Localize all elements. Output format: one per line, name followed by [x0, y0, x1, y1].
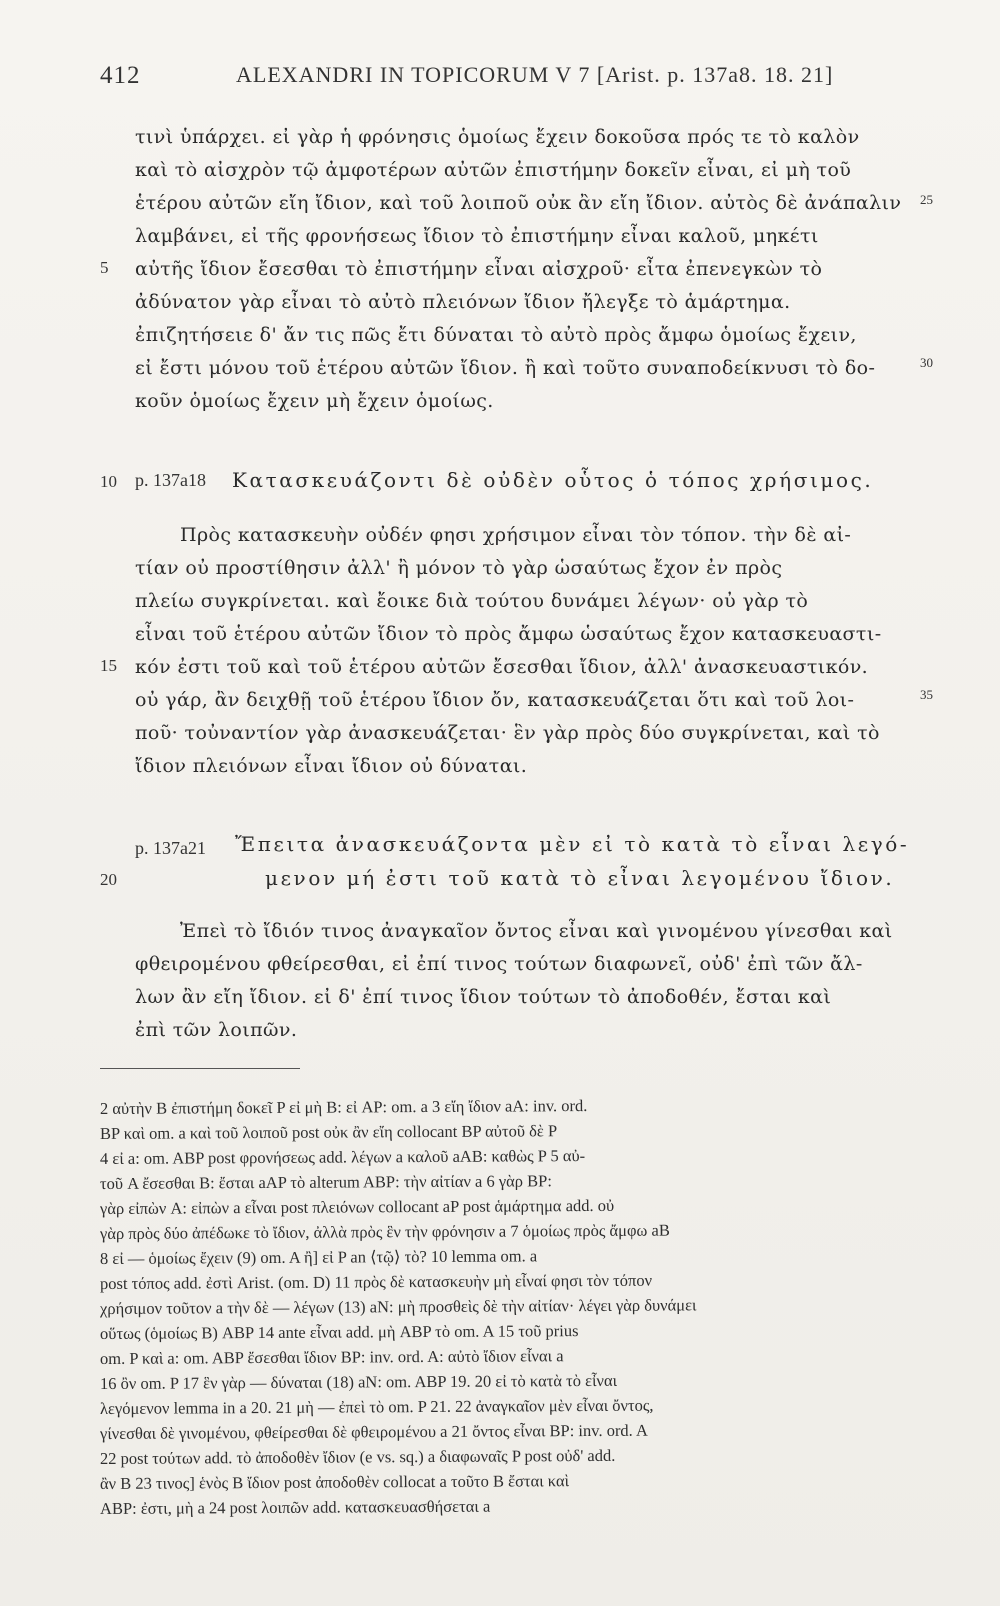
running-title: ALEXANDRI IN TOPICORUM V 7 [Arist. p. 137a8. 18. 21]	[236, 62, 834, 87]
line-number: 5	[100, 258, 109, 277]
lemma-text: μενον μή ἐστι τοῦ κατὰ τὸ εἶναι λεγομένου ἴδιον.	[265, 866, 895, 890]
apparatus-line: γὰρ εἰπὼν A: εἰπὼν a εἶναι post πλειόνων collocant aP post ἁμάρτημα add. οὐ	[99, 1195, 615, 1218]
apparatus-line: om. P καὶ a: om. ABP ἔσεσθαι ἴδιον BP: inv. ord. A: αὐτὸ ἴδιον εἶναι a	[99, 1346, 564, 1368]
apparatus-line: 8 εἰ — ὁμοίως ἔχειν (9) om. A ἢ] εἰ P an ⟨τῷ⟩ τὸ? 10 lemma om. a	[99, 1246, 538, 1268]
text-line: ἑτέρου αὐτῶν εἴη ἴδιον, καὶ τοῦ λοιποῦ οὐκ ἂν εἴη ἴδιον. αὐτὸς δὲ ἀνάπαλιν	[135, 192, 902, 214]
text-line: καὶ τὸ αἰσχρὸν τῷ ἀμφοτέρων αὐτῶν ἐπιστήμην δοκεῖν εἶναι, εἰ μὴ τοῦ	[135, 159, 852, 181]
text-line: ἴδιον πλειόνων εἶναι ἴδιον οὐ δύναται.	[135, 755, 528, 777]
apparatus-line: χρήσιμον τοῦτον a τὴν δὲ — λέγων (13) aN: μὴ προσθεὶς δὲ τὴν αἰτίαν· λέγει γὰρ δυνάμει	[99, 1295, 697, 1318]
line-number: 15	[100, 656, 117, 675]
text-line: εἰ ἔστι μόνου τοῦ ἑτέρου αὐτῶν ἴδιον. ἢ καὶ τοῦτο συναποδείκνυσι τὸ δο-	[135, 357, 876, 379]
text-line: λων ἂν εἴη ἴδιον. εἰ δ' ἐπί τινος ἴδιον τούτων τὸ ἀποδοθέν, ἔσται καὶ	[135, 986, 832, 1008]
text-line: κοῦν ὁμοίως ἔχειν μὴ ἔχειν ὁμοίως.	[135, 390, 494, 412]
lemma-text: Κατασκευάζοντι δὲ οὐδὲν οὗτος ὁ τόπος χρήσιμος.	[232, 468, 874, 492]
footnote-separator	[100, 1068, 300, 1069]
text-line: ἐπιζητήσειε δ' ἄν τις πῶς ἔτι δύναται τὸ αὐτὸ πρὸς ἄμφω ὁμοίως ἔχειν,	[135, 324, 857, 346]
text-line: φθειρομένου φθείρεσθαι, εἰ ἐπί τινος τούτων διαφωνεῖ, οὐδ' ἐπὶ τῶν ἄλ-	[135, 953, 863, 975]
apparatus-line: λεγόμενον lemma in a 20. 21 μὴ — ἐπεὶ τὸ om. P 21. 22 ἀναγκαῖον μὲν εἶναι ὄντος,	[99, 1395, 654, 1418]
apparatus-line: BP καὶ om. a καὶ τοῦ λοιποῦ post οὐκ ἂν εἴη collocant BP αὐτοῦ δὲ P	[99, 1121, 558, 1143]
lemma-reference: p. 137a21	[135, 838, 206, 858]
page-number: 412	[100, 62, 141, 89]
text-line: τινὶ ὑπάρχει. εἰ γὰρ ἡ φρόνησις ὁμοίως ἔχειν δοκοῦσα πρός τε τὸ καλὸν	[135, 126, 860, 148]
right-line-number: 25	[920, 192, 933, 207]
line-number: 10	[100, 472, 117, 491]
apparatus-line: ABP: ἐστι, μὴ a 24 post λοιπῶν add. κατασκευασθήσεται a	[99, 1496, 491, 1518]
text-line: ἐπὶ τῶν λοιπῶν.	[135, 1019, 298, 1041]
right-line-number: 35	[920, 687, 933, 702]
text-line: Πρὸς κατασκευὴν οὐδέν φησι χρήσιμον εἶναι τὸν τόπον. τὴν δὲ αἰ-	[180, 524, 852, 546]
text-line: Ἐπεὶ τὸ ἴδιόν τινος ἀναγκαῖον ὄντος εἶναι καὶ γινομένου γίνεσθαι καὶ	[180, 920, 893, 942]
line-number: 20	[100, 870, 117, 889]
right-line-number: 30	[920, 355, 933, 370]
text-line: ποῦ· τοὐναντίον γὰρ ἀνασκευάζεται· ἓν γὰρ πρὸς δύο συγκρίνεται, καὶ τὸ	[135, 722, 880, 744]
text-line: οὐ γάρ, ἂν δειχθῇ τοῦ ἑτέρου ἴδιον ὄν, κατασκευάζεται ὅτι καὶ τοῦ λοι-	[135, 689, 855, 711]
apparatus-line: 16 ὂν om. P 17 ἓν γὰρ — δύναται (18) aN: om. ABP 19. 20 εἰ τὸ κατὰ τὸ εἶναι	[99, 1370, 618, 1393]
text-line: εἶναι τοῦ ἑτέρου αὐτῶν ἴδιον τὸ πρὸς ἄμφω ὡσαύτως ἔχον κατασκευαστι-	[135, 623, 882, 645]
apparatus-line: ἂν B 23 τινος] ἑνὸς B ἴδιον post ἀποδοθὲν collocat a τοῦτο B ἔσται καὶ	[99, 1471, 570, 1493]
apparatus-line: γίνεσθαι δὲ γινομένου, φθείρεσθαι δὲ φθειρομένου a 21 ὄντος εἶναι BP: inv. ord. A	[99, 1420, 648, 1443]
text-line: αὐτῆς ἴδιον ἔσεσθαι τὸ ἐπιστήμην εἶναι αἰσχροῦ· εἶτα ἐπενεγκὼν τὸ	[135, 258, 823, 280]
apparatus-line: 22 post τούτων add. τὸ ἀποδοθὲν ἴδιον (e vs. sq.) a διαφωναῖς P post οὐδ' add.	[99, 1445, 616, 1468]
apparatus-line: τοῦ A ἔσεσθαι B: ἔσται aAP τὸ alterum ABP: τὴν αἰτίαν a 6 γὰρ BP:	[99, 1171, 552, 1193]
lemma-text: Ἔπειτα ἀνασκευάζοντα μὲν εἰ τὸ κατὰ τὸ εἶναι λεγό-	[235, 832, 910, 856]
apparatus-line: post τόπος add. ἐστὶ Arist. (om. D) 11 πρὸς δὲ κατασκευὴν μὴ εἶναί φησι τὸν τόπον	[99, 1270, 653, 1293]
text-line: λαμβάνει, εἰ τῆς φρονήσεως ἴδιον τὸ ἐπιστήμην εἶναι καλοῦ, μηκέτι	[135, 225, 819, 247]
apparatus-line: 2 αὐτὴν B ἐπιστήμη δοκεῖ P εἰ μὴ B: εἰ AP: om. a 3 εἴη ἴδιον aA: inv. ord.	[99, 1096, 588, 1118]
lemma-reference: p. 137a18	[135, 470, 206, 490]
text-line: τίαν οὐ προστίθησιν ἀλλ' ἢ μόνον τὸ γὰρ ὡσαύτως ἔχον ἐν πρὸς	[135, 557, 783, 579]
text-line: πλείω συγκρίνεται. καὶ ἔοικε διὰ τούτου δυνάμει λέγων· οὐ γὰρ τὸ	[135, 590, 809, 612]
apparatus-line: οὕτως (ὁμοίως B) ABP 14 ante εἶναι add. μὴ ABP τὸ om. A 15 τοῦ prius	[99, 1321, 579, 1343]
apparatus-line: γὰρ πρὸς δύο ἀπέδωκε τὸ ἴδιον, ἀλλὰ πρὸς ἓν τὴν φρόνησιν a 7 ὁμοίως πρὸς ἄμφω aB	[99, 1220, 670, 1243]
text-line: ἀδύνατον γὰρ εἶναι τὸ αὐτὸ πλειόνων ἴδιον ἤλεγξε τὸ ἁμάρτημα.	[135, 291, 791, 313]
apparatus-line: 4 εἰ a: om. ABP post φρονήσεως add. λέγων a καλοῦ aAB: καθὼς P 5 αὐ-	[99, 1146, 586, 1168]
text-line: κόν ἐστι τοῦ καὶ τοῦ ἑτέρου αὐτῶν ἔσεσθαι ἴδιον, ἀλλ' ἀνασκευαστικόν.	[135, 656, 869, 678]
